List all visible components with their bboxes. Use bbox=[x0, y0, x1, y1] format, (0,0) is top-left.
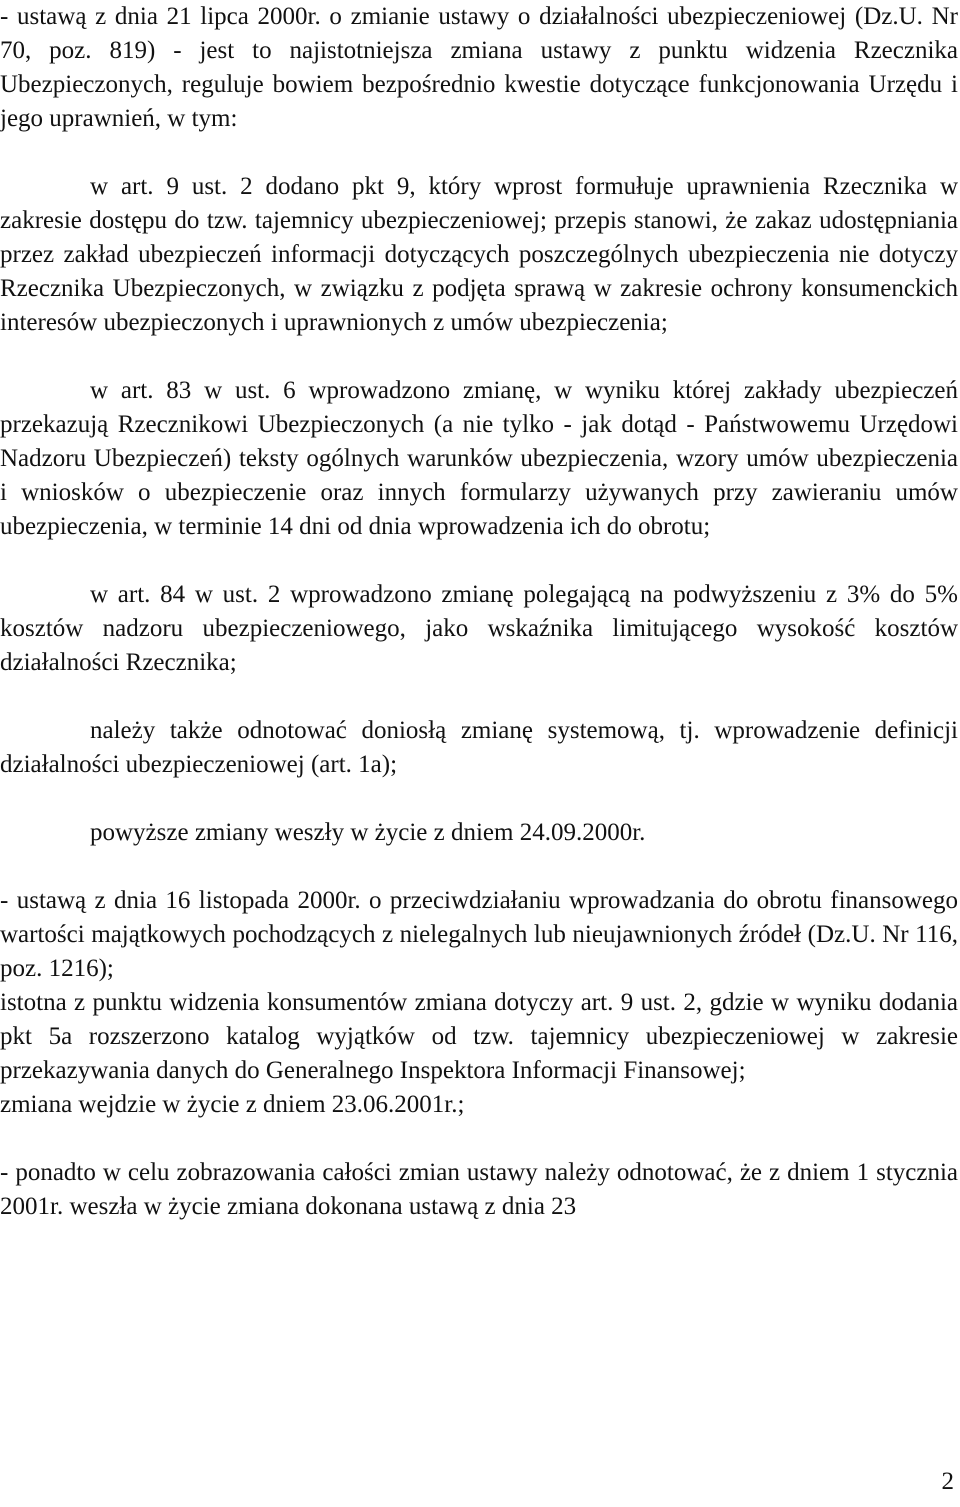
paragraph-amendment-july-2000: - ustawą z dnia 21 lipca 2000r. o zmianie ustawy o działalności ubezpieczeniowej (Dz.U. Nr 70, poz. 819) - jest to najistotniejsza zmiana ustawy z punktu widzenia Rzecznika Ubezpieczonych, reguluje bowiem bezpośrednio kwestie dotyczące funkcjonowania Urzędu i jego uprawnień, w tym: bbox=[0, 3, 958, 132]
paragraph-art-9: w art. 9 ust. 2 dodano pkt 9, który wprost formułuje uprawnienia Rzecznika w zakresie dostępu do tzw. tajemnicy ubezpieczeniowej; przepis stanowi, że zakaz udostępniania przez zakład ubezpieczeń informacji dotyczących poszczególnych ubezpieczenia nie dotyczy Rzecznika Ubezpieczonych, w związku z podjęta sprawą w zakresie ochrony konsumenckich interesów ubezpieczonych i uprawnionych z umów ubezpieczenia; bbox=[0, 173, 958, 336]
paragraph-entry-into-force: zmiana wejdzie w życie z dniem 23.06.2001r.; bbox=[0, 1091, 465, 1118]
paragraph-further-changes: - ponadto w celu zobrazowania całości zmian ustawy należy odnotować, że z dniem 1 stycznia 2001r. weszła w życie zmiana dokonana ustawą z dnia 23 bbox=[0, 1159, 958, 1220]
paragraph-art-84: w art. 84 w ust. 2 wprowadzono zmianę polegającą na podwyższeniu z 3% do 5% kosztów nadzoru ubezpieczeniowego, jako wskaźnika limitującego wysokość kosztów działalności Rzecznika; bbox=[0, 581, 958, 676]
page-number: 2 bbox=[941, 1468, 954, 1495]
paragraph-effective-date: powyższe zmiany weszły w życie z dniem 24.09.2000r. bbox=[90, 819, 646, 846]
paragraph-systemic-change: należy także odnotować doniosłą zmianę systemową, tj. wprowadzenie definicji działalności ubezpieczeniowej (art. 1a); bbox=[0, 717, 958, 778]
paragraph-art-83: w art. 83 w ust. 6 wprowadzono zmianę, w wyniku której zakłady ubezpieczeń przekazują Rzecznikowi Ubezpieczonych (a nie tylko - jak dotąd - Państwowemu Urzędowi Nadzoru Ubezpieczeń) teksty ogólnych warunków ubezpieczenia, wzory umów ubezpieczenia i wniosków o ubezpieczenie oraz innych formularzy używanych przy zawieraniu umów ubezpieczenia, w terminie 14 dni od dnia wprowadzenia ich do obrotu; bbox=[0, 377, 958, 540]
paragraph-amendment-november-2000: - ustawą z dnia 16 listopada 2000r. o przeciwdziałaniu wprowadzania do obrotu finansowego wartości majątkowych pochodzących z nielegalnych lub nieujawnionych źródeł (Dz.U. Nr 116, poz. 1216); bbox=[0, 887, 958, 982]
paragraph-consumer-change: istotna z punktu widzenia konsumentów zmiana dotyczy art. 9 ust. 2, gdzie w wyniku dodania pkt 5a rozszerzono katalog wyjątków od tzw. tajemnicy ubezpieczeniowej w zakresie przekazywania danych do Generalnego Inspektora Informacji Finansowej; bbox=[0, 989, 958, 1084]
